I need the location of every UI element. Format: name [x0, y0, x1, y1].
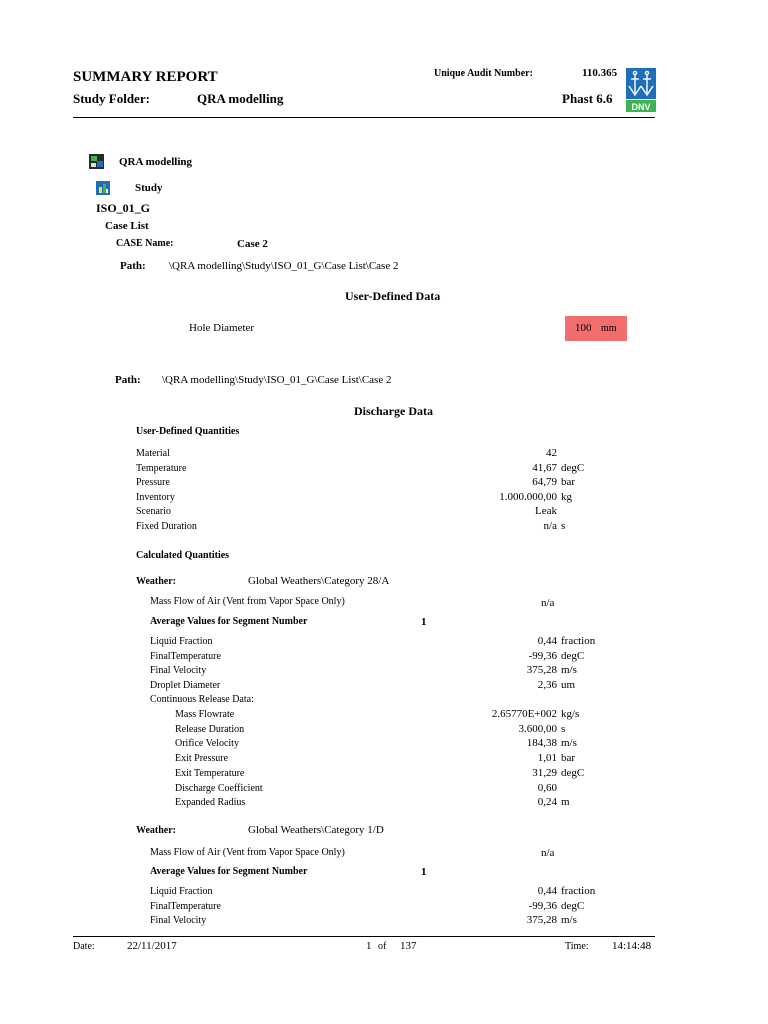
study-folder-label: Study Folder: [73, 91, 150, 106]
row-label: Discharge Coefficient [175, 782, 263, 794]
row-unit: bar [561, 752, 576, 765]
row-value: 41,67 [532, 461, 557, 474]
footer-time-label: Time: [565, 941, 589, 952]
row-value: n/a [543, 519, 557, 532]
udq-title: User-Defined Quantities [136, 426, 240, 437]
case-name-value: Case 2 [237, 238, 268, 250]
path-value: \QRA modelling\Study\ISO_01_G\Case List\Case 2 [169, 260, 399, 272]
row-unit: s [561, 722, 566, 735]
row-unit: m/s [561, 664, 577, 677]
discharge-title: Discharge Data [354, 404, 433, 418]
row-unit: m [561, 796, 570, 809]
hole-diameter-unit: mm [601, 323, 617, 334]
row-value: 3.600,00 [518, 722, 557, 735]
row-unit: degC [561, 899, 585, 912]
row-label: Inventory [136, 491, 175, 503]
case-name-label: CASE Name: [116, 238, 174, 249]
row-value: 31,29 [532, 766, 557, 779]
row-value: 375,28 [526, 664, 557, 677]
row-unit: m/s [561, 737, 577, 750]
row-value: -99,36 [528, 649, 557, 662]
tree-root: QRA modelling [119, 156, 193, 168]
row-label: Exit Temperature [175, 767, 245, 779]
header-divider [73, 117, 655, 118]
row-label: FinalTemperature [150, 650, 221, 662]
row-value: 1,01 [537, 752, 557, 765]
row-value: Leak [535, 505, 557, 517]
version-label: Phast 6.6 [562, 91, 613, 106]
row-label: Exit Pressure [175, 753, 229, 765]
qra-folder-icon [89, 154, 104, 169]
row-unit: s [561, 519, 566, 532]
row-unit: kg [561, 490, 572, 503]
row-label: Temperature [136, 462, 187, 474]
audit-number-value: 110.365 [582, 67, 618, 79]
row-unit: m/s [561, 914, 577, 927]
row-value: 0,44 [537, 885, 557, 897]
path2-label: Path: [115, 374, 141, 386]
footer-date-label: Date: [73, 941, 95, 952]
row-value: 0,60 [537, 781, 557, 794]
dnv-logo [626, 68, 656, 112]
svg-text:DNV: DNV [631, 102, 651, 112]
audit-number-label: Unique Audit Number: [434, 68, 533, 79]
tree-iso-name: ISO_01_G [96, 201, 151, 215]
row-label: Release Duration [175, 723, 245, 735]
row-unit: fraction [561, 885, 596, 897]
weather1-mass-flow-value: n/a [541, 597, 555, 609]
weather1-avg-label: Average Values for Segment Number [150, 616, 308, 627]
weather2-avg-value: 1 [421, 866, 427, 878]
row-label: Final Velocity [150, 665, 207, 677]
study-icon [96, 181, 110, 195]
row-value: 0,44 [537, 635, 557, 647]
weather2-label: Weather: [136, 825, 176, 836]
row-value: 0,24 [537, 796, 557, 809]
row-label: Droplet Diameter [150, 680, 221, 692]
row-label: Scenario [136, 506, 171, 517]
tree-case-list: Case List [105, 220, 149, 232]
row-value: 2,36 [537, 679, 557, 692]
row-value: 375,28 [526, 914, 557, 927]
footer-date-value: 22/11/2017 [127, 940, 177, 952]
user-defined-title: User-Defined Data [345, 289, 441, 303]
weather1-value: Global Weathers\Category 28/A [248, 575, 390, 587]
row-label: FinalTemperature [150, 900, 221, 912]
footer-time-value: 14:14:48 [612, 940, 652, 952]
row-unit: um [561, 679, 576, 692]
row-label: Fixed Duration [136, 520, 197, 532]
row-value: 184,38 [526, 737, 557, 750]
row-unit: degC [561, 461, 585, 474]
row-label: Final Velocity [150, 915, 207, 927]
weather1-mass-flow-label: Mass Flow of Air (Vent from Vapor Space Only) [150, 596, 345, 607]
footer-page-total: 137 [400, 940, 417, 952]
weather2-avg-label: Average Values for Segment Number [150, 866, 308, 877]
row-label: Pressure [136, 477, 170, 488]
footer-page-current: 1 [366, 940, 372, 952]
weather1-avg-value: 1 [421, 616, 427, 628]
footer-page-of: of [378, 941, 387, 952]
path-label: Path: [120, 260, 146, 272]
row-label: Liquid Fraction [150, 886, 213, 897]
path2-value: \QRA modelling\Study\ISO_01_G\Case List\Case 2 [162, 374, 392, 386]
row-value: 2.65770E+002 [491, 708, 557, 720]
row-unit: kg/s [561, 708, 580, 720]
weather2-value: Global Weathers\Category 1/D [248, 824, 384, 836]
study-folder-value: QRA modelling [197, 91, 284, 106]
row-value: -99,36 [528, 899, 557, 912]
row-unit: bar [561, 476, 576, 488]
footer-divider [73, 936, 655, 937]
report-title: SUMMARY REPORT [73, 69, 218, 85]
row-label: Liquid Fraction [150, 636, 213, 647]
crd-label: Continuous Release Data: [150, 694, 254, 705]
weather2-mass-flow-value: n/a [541, 847, 555, 859]
hole-diameter-value: 100 [575, 322, 592, 334]
row-value: 1.000.000,00 [499, 490, 557, 503]
row-unit: degC [561, 649, 585, 662]
row-label: Orifice Velocity [175, 738, 239, 750]
weather2-mass-flow-label: Mass Flow of Air (Vent from Vapor Space Only) [150, 847, 345, 858]
row-value: 64,79 [532, 476, 557, 488]
tree-study: Study [135, 182, 163, 194]
weather1-label: Weather: [136, 576, 176, 587]
row-label: Material [136, 448, 170, 459]
hole-diameter-highlight [565, 316, 627, 341]
row-label: Expanded Radius [175, 797, 246, 809]
row-unit: fraction [561, 635, 596, 647]
calc-title: Calculated Quantities [136, 550, 230, 561]
row-value: 42 [546, 447, 557, 459]
hole-diameter-label: Hole Diameter [189, 322, 255, 334]
row-label: Mass Flowrate [175, 709, 235, 720]
row-unit: degC [561, 766, 585, 779]
